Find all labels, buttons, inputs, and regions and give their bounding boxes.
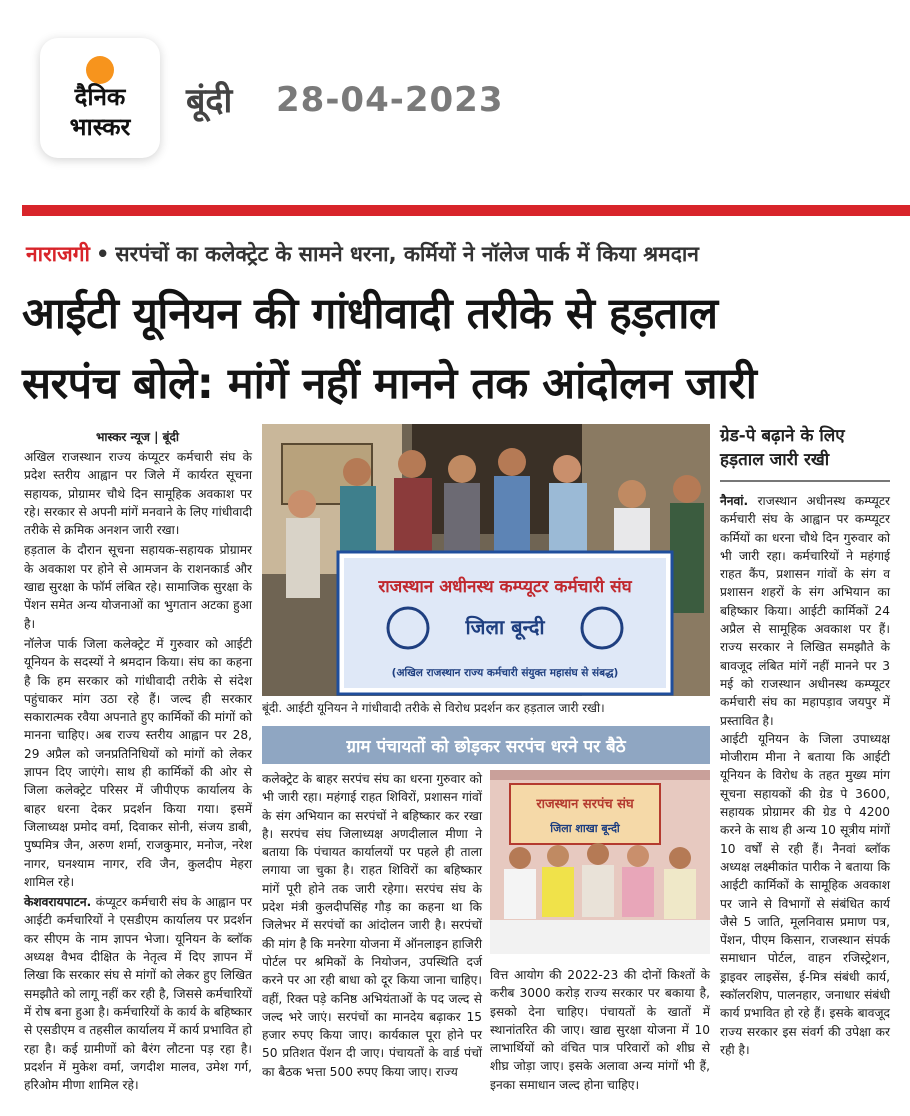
sarpanch-photo-illustration (490, 770, 710, 954)
photo-banner-line-1: राजस्थान अधीनस्थ कम्प्यूटर कर्मचारी संघ (378, 577, 632, 597)
edition-city: बूंदी (186, 81, 233, 121)
protest-photo-illustration (262, 424, 710, 696)
header-divider (22, 205, 910, 216)
sub-headline-band (262, 726, 710, 764)
protest-photo (262, 424, 710, 696)
photo-caption: बूंदी. आईटी यूनियन ने गांधीवादी तरीके से विरोध प्रदर्शन कर हड़ताल जारी रखी। (262, 701, 605, 715)
sidebar-para-1 (720, 492, 890, 730)
middle-column-2 (490, 966, 710, 1096)
photo2-banner-line-2: जिला शाखा बून्दी (550, 822, 620, 835)
sub-headline: ग्राम पंचायतों को छोड़कर सरपंच धरने पर बैठे (346, 736, 626, 757)
left-column (24, 448, 252, 1096)
logo-line-2: भास्कर (69, 113, 131, 141)
sidebar-divider (720, 480, 890, 482)
kicker-text: सरपंचों का कलेक्ट्रेट के सामने धरना, कर्मियों ने नॉलेज पार्क में किया श्रमदान (115, 242, 699, 266)
middle-column (262, 770, 482, 1083)
photo2-banner-line-1: राजस्थान सरपंच संघ (536, 797, 634, 812)
sidebar-story (720, 424, 890, 1059)
left-para-4 (24, 893, 252, 1094)
sidebar-headline-line-2: हड़ताल जारी रखी (720, 450, 830, 470)
logo-line-1: दैनिक (74, 83, 126, 111)
middle-para-2: वित्त आयोग की 2022-23 की दोनों किश्तों के करीब 3000 करोड़ राज्य सरकार पर बकाया है, इसको देना चाहिए। पंचायतों के खातों में स्थानांतरित की जाए। खाद्य सुरक्षा योजना में 10 लाभार्थियों को वंचित पात्र परिवारों को शीघ्र से शीघ्र जोड़ा जाए। इसके अलावा अन्य मांगों भी हैं, इनका समाधान जल्द होना चाहिए। (490, 968, 710, 1092)
edition-date: 28-04-2023 (276, 80, 504, 120)
middle-para: कलेक्ट्रेट के बाहर सरपंच संघ का धरना गुरुवार को भी जारी रहा। महंगाई राहत शिविरों, प्रशासन गांवों के संग अभियान का सरपंचों ने बहिष्कार कर रखा है। सरपंच संघ जिलाध्यक्ष अणदीलाल मीणा ने बताया कि पंचायत कार्यालयों पर पहले ही ताला लगाया जा चुका है। राहत शिविरों का बहिष्कार मांगें पूरी होने तक जारी रहेगा। सरपंच संघ के प्रदेश मंत्री कुलदीपसिंह गौड़ का कहना था कि जिलेभर में सरपंचों का आंदोलन जारी है। सरपंचों की मांग है कि मनरेगा योजना में ऑनलाइन हाजिरी पोर्टल पर श्रमिकों के नियोजन, उपस्थिति दर्ज करने पर आ रही बाधा को दूर किया जाना चाहिए। वहीं, रिक्त पड़े कनिष्ठ अभियंताओं के पद जल्द से जल्द भरे जाएं। सरपंचों का मानदेय बढ़ाकर 15 हजार रुपए किया जाए। कार्यकाल पूरा होने पर 50 प्रतिशत पेंशन दी जाए। पंचायतों के वार्ड पंचों का बैठक भत्ता 500 रुपए किया जाए। राज्य (262, 772, 482, 1079)
left-para-2: हड़ताल के दौरान सूचना सहायक-सहायक प्रोग्रामर के अवकाश पर होने से आमजन के राशनकार्ड और खाद्य सुरक्षा के फॉर्म लंबित रहे। सामाजिक सुरक्षा के पेंशन समेत अन्य योजनाओं का भुगतान अटका हुआ है। (24, 543, 252, 631)
sidebar-body (720, 492, 890, 1059)
sidebar-headline-line-1: ग्रेड-पे बढ़ाने के लिए (720, 426, 845, 446)
photo-banner-line-3: (अखिल राजस्थान राज्य कर्मचारी संयुक्त महासंघ से संबद्ध) (391, 667, 619, 679)
brand-logo (40, 38, 160, 158)
kicker-label: नाराजगी (26, 242, 90, 266)
headline-line-2: सरपंच बोले: मांगें नहीं मानने तक आंदोलन जारी (22, 359, 757, 409)
headline-line-1: आईटी यूनियन की गांधीवादी तरीके से हड़ताल (22, 289, 718, 339)
sarpanch-photo (490, 770, 710, 954)
sidebar-headline (720, 424, 890, 472)
photo-banner-line-2: जिला बून्दी (465, 615, 545, 639)
byline: भास्कर न्यूज | बूंदी (96, 430, 179, 444)
left-para-1: अखिल राजस्थान राज्य कंप्यूटर कर्मचारी संघ के प्रदेश स्तरीय आह्वान पर जिले में कार्यरत सूचना सहायक, प्रोग्रामर चौथे दिन सामूहिक अवकाश पर रहे। सरकार से अपनी मांगें मनवाने के लिए गांधीवादी तरीके से क्रमिक अनशन जारी रखा। (24, 450, 252, 538)
sidebar-para-2: आईटी यूनियन के जिला उपाध्यक्ष मोजीराम मीना ने बताया कि आईटी यूनियन के विरोध के तहत मुख्य मांग सूचना सहायकों की ग्रेड पे 3600, सहायक प्रोग्रामर की ग्रेड पे 4200 करने के साथ ही अन्य 10 सूत्रीय मांगों 10 वर्षों से रही हैं। नैनवां ब्लॉक अध्यक्ष लक्ष्मीकांत पारीक ने बताया कि आईटी कार्मिकों के सामूहिक अवकाश पर जाने से विभागों से संबंधित कार्य जैसे 5 जाति, मूलनिवास प्रमाण पत्र, पेंशन, पीएम किसान, राजस्थान संपर्क समाधान पोर्टल, वाहन रजिस्ट्रेशन, ड्राइवर लाइसेंस, ई-मित्र संबंधी कार्य, स्कॉलरशिप, पालनहार, जनाधार संबंधी कार्य प्रभावित हो रहे हैं। इसके बावजूद राज्य सरकार इस संवर्ग की उपेक्षा कर रही है। (720, 731, 890, 1057)
left-para-4-text: कंप्यूटर कर्मचारी संघ के आह्वान पर आईटी कर्मचारियों ने एसडीएम कार्यालय पर प्रदर्शन कर सीएम के नाम ज्ञापन भेजा। यूनियन के ब्लॉक अध्यक्ष वैभव दीक्षित के नेतृत्व में दिए ज्ञापन में लिखा कि सरकार संघ से मांगों को लेकर हुए लिखित समझौते को लागू नहीं कर रही है, जिससे कर्मचारियों में रोष बना हुआ है। कर्मचारियों के कार्य के बहिष्कार से एसडीएम व तहसील कार्यालय में कार्य प्रभावित हो रहा है। कई ग्रामीणों को बैरंग लौटना पड़ रहा है। प्रदर्शन में मुकेश वर्मा, जगदीश मालव, उमेश गर्ग, हरिओम मीणा शामिल रहे। (24, 895, 252, 1093)
dateline-nainwa: नैनवां. (720, 494, 749, 508)
kicker (26, 240, 699, 268)
kicker-bullet: • (95, 242, 110, 266)
left-para-3: नॉलेज पार्क जिला कलेक्ट्रेट में गुरुवार को आईटी यूनियन के सदस्यों ने श्रमदान किया। संघ का कहना है कि हम सरकार को गांधीवादी तरीके से संदेश पहुंचाकर मांग उठा रहे हैं। जल्द ही सरकार सकारात्मक रवैया अपनाते हुए कार्मिकों की मांगों को मानना चाहिए। अब राज्य स्तरीय आह्वान पर 28, 29 अप्रैल को जनप्रतिनिधियों को मांगों को लेकर ज्ञापन दिए जाएंगे। साथ ही कार्मिकों की ओर से जिला कलेक्ट्रेट परिसर में जीपीएफ कार्यालय के बाहर धरना देकर प्रदर्शन किया गया। इसमें जिलाध्यक्ष प्रमोद वर्मा, दिवाकर सोनी, संजय डाबी, पुष्पमित्र जैन, अरुण शर्मा, राजकुमार, मनोज, नरेश नागर, घनश्याम नागर, रवि जैन, कुलदीप मेहरा शामिल रहे। (24, 636, 252, 889)
sidebar-para-1-text: राजस्थान अधीनस्थ कम्प्यूटर कर्मचारी संघ के आह्वान पर कम्प्यूटर कर्मियों का धरना चौथे दिन गुरुवार को भी जारी रहा। कर्मचारियों ने महंगाई राहत कैंप, प्रशासन गांवों के संग व प्रशासन शहरों के संग अभियान का बहिष्कार किया। आईटी कार्मिकों 24 अप्रैल से सामूहिक अवकाश पर हैं। राज्य सरकार ने लिखित समझौते के बावजूद लंबित मांगें नहीं मानने पर 3 मई को राजस्थान अधीनस्थ कम्प्यूटर कर्मचारी संघ का महापड़ाव जयपुर में प्रस्तावित है। (720, 494, 891, 728)
dateline-keshavraipatan: केशवरायपाटन. (24, 895, 92, 910)
